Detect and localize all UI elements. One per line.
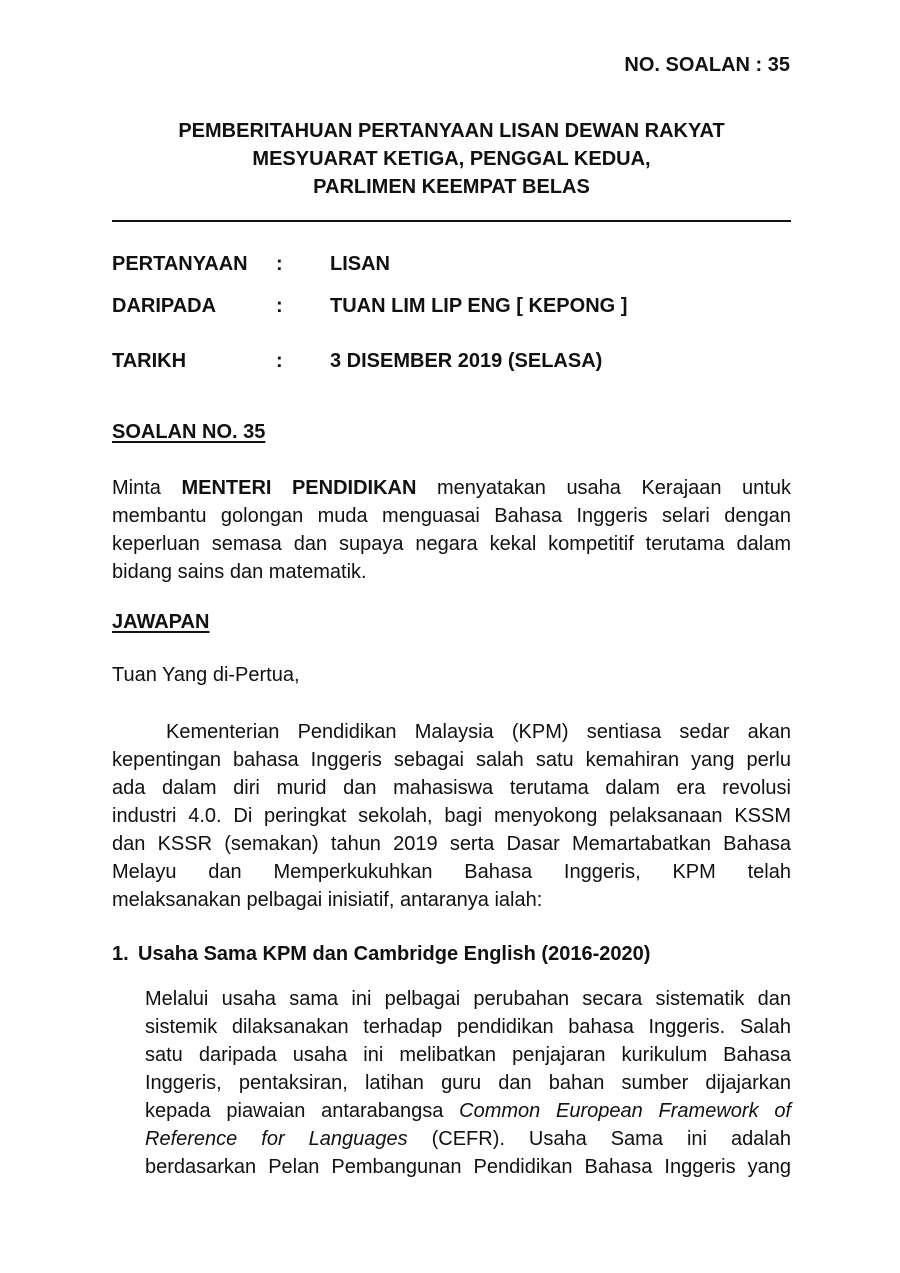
item-1-paragraph (145, 985, 791, 1181)
answer-line-2: kepentingan bahasa Inggeris sebagai salah satu kemahiran yang perlu (112, 749, 791, 771)
question-line-1-start: Minta (112, 477, 161, 499)
heading-line-3: PARLIMEN KEEMPAT BELAS (313, 176, 590, 198)
pertanyaan-label: PERTANYAAN (112, 253, 248, 275)
question-number-label: NO. SOALAN : 35 (624, 54, 790, 76)
item-1-number: 1. (112, 943, 129, 965)
minister-name: MENTERI PENDIDIKAN (181, 477, 417, 499)
daripada-value: TUAN LIM LIP ENG [ KEPONG ] (330, 295, 628, 317)
item-1-line-6 (145, 1125, 791, 1153)
tarikh-label: TARIKH (112, 350, 187, 372)
item-1-title: Usaha Sama KPM dan Cambridge English (2016-2020) (138, 943, 651, 965)
item-1-line-4: Inggeris, pentaksiran, latihan guru dan bahan sumber dijajarkan (145, 1072, 791, 1094)
item-1-line-5 (145, 1097, 791, 1125)
question-line-1 (112, 474, 791, 502)
answer-line-6: Melayu dan Memperkukuhkan Bahasa Inggeris, KPM telah (112, 861, 791, 883)
item-1-line-5-start: kepada piawaian antarabangsa (145, 1100, 444, 1122)
question-line-1-end: menyatakan usaha Kerajaan untuk (436, 477, 791, 499)
cefr-name-part-1: Common European Framework of (459, 1100, 792, 1122)
item-1-line-7: berdasarkan Pelan Pembangunan Pendidikan Bahasa Inggeris yang (145, 1156, 791, 1178)
item-1-line-6-end: (CEFR). Usaha Sama ini adalah (431, 1128, 791, 1150)
daripada-label: DARIPADA (112, 295, 217, 317)
item-1-heading (112, 943, 650, 966)
item-1-line-1: Melalui usaha sama ini pelbagai perubahan secara sistematik dan (145, 988, 791, 1010)
question-line-4: bidang sains dan matematik. (112, 561, 367, 583)
cefr-name-part-2: Reference for Languages (145, 1128, 408, 1150)
pertanyaan-value: LISAN (330, 253, 390, 275)
daripada-colon: : (276, 295, 283, 317)
answer-line-7: melaksanakan pelbagai inisiatif, antaranya ialah: (112, 889, 543, 911)
heading-divider (112, 220, 791, 222)
salutation: Tuan Yang di-Pertua, (112, 664, 300, 686)
item-1-line-3: satu daripada usaha ini melibatkan penjajaran kurikulum Bahasa (145, 1044, 791, 1066)
answer-line-3: ada dalam diri murid dan mahasiswa terutama dalam era revolusi (112, 777, 791, 799)
question-paragraph (112, 474, 791, 586)
answer-line-1: Kementerian Pendidikan Malaysia (KPM) sentiasa sedar akan (166, 721, 791, 743)
answer-line-5: dan KSSR (semakan) tahun 2019 serta Dasar Memartabatkan Bahasa (112, 833, 791, 855)
document-heading (112, 117, 791, 201)
heading-line-2: MESYUARAT KETIGA, PENGGAL KEDUA, (252, 148, 651, 170)
question-title: SOALAN NO. 35 (112, 421, 266, 443)
answer-title: JAWAPAN (112, 611, 210, 633)
question-line-2: membantu golongan muda menguasai Bahasa Inggeris selari dengan (112, 505, 791, 527)
item-1-line-2: sistemik dilaksanakan terhadap pendidikan bahasa Inggeris. Salah (145, 1016, 791, 1038)
pertanyaan-colon: : (276, 253, 283, 275)
tarikh-value: 3 DISEMBER 2019 (SELASA) (330, 350, 603, 372)
answer-line-4: industri 4.0. Di peringkat sekolah, bagi menyokong pelaksanaan KSSM (112, 805, 791, 827)
answer-paragraph (112, 718, 791, 914)
tarikh-colon: : (276, 350, 283, 372)
heading-line-1: PEMBERITAHUAN PERTANYAAN LISAN DEWAN RAKYAT (178, 120, 725, 142)
question-line-3: keperluan semasa dan supaya negara kekal kompetitif terutama dalam (112, 533, 791, 555)
